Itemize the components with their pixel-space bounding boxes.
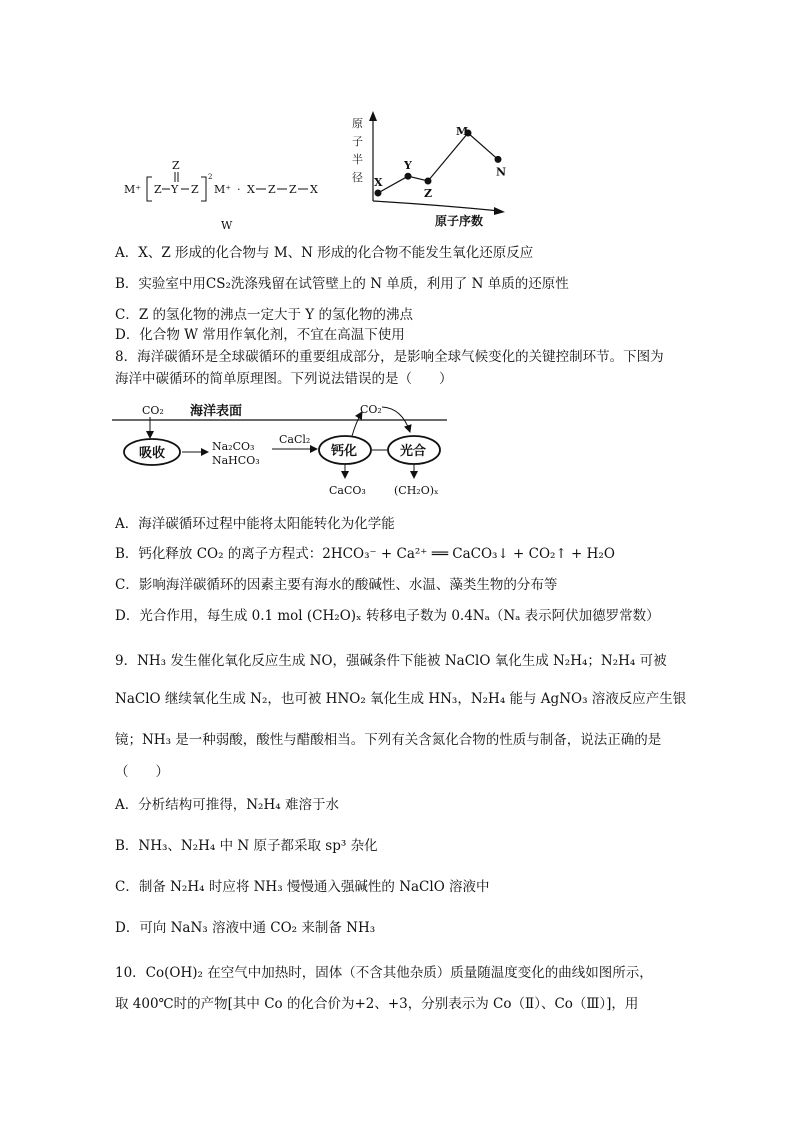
point-y <box>405 173 412 180</box>
point-label-z: Z <box>424 187 433 200</box>
ocean-carbon-cycle-diagram <box>112 398 452 503</box>
q9-option-d: D．可向 NaN₃ 溶液中通 CO₂ 来制备 NH₃ <box>115 920 376 936</box>
chain-x-left: X <box>247 183 255 196</box>
bracket-right <box>201 177 206 201</box>
q8-stem-line-2: 海洋中碳循环的简单原理图。下列说法错误的是（ ） <box>115 371 453 387</box>
q7-option-b: B．实验室中用CS₂洗涤残留在试管壁上的 N 单质，利用了 N 单质的还原性 <box>115 276 569 292</box>
calcify-co2-arrow <box>352 412 362 436</box>
q8-option-c: C．影响海洋碳循环的因素主要有海水的酸碱性、水温、藻类生物的分布等 <box>115 577 558 593</box>
photosynth-label: 光合 <box>400 444 427 459</box>
label-w: W <box>221 219 233 232</box>
q7-option-a: A．X、Z 形成的化合物与 M、N 形成的化合物不能发生氧化还原反应 <box>115 245 534 261</box>
caco3-label: CaCO₃ <box>329 484 366 497</box>
cacl2-label: CaCl₂ <box>279 433 311 446</box>
x-axis <box>373 201 500 211</box>
atom-z-left: Z <box>154 183 162 196</box>
atomic-radius-graph <box>340 105 520 230</box>
atom-z-top: Z <box>172 159 180 172</box>
radius-trend-line <box>378 133 498 193</box>
point-n <box>495 156 502 163</box>
q9-stem-line-1: 9．NH₃ 发生催化氧化反应生成 NO，强碱条件下能被 NaClO 氧化生成 N₂H₄；N₂H₄ 可被 <box>115 653 667 669</box>
nahco3-label: NaHCO₃ <box>212 454 260 467</box>
dot: · <box>237 183 241 196</box>
q9-option-a: A．分析结构可推得，N₂H₄ 难溶于水 <box>115 797 339 813</box>
atom-z-right: Z <box>191 183 199 196</box>
point-label-x: X <box>374 176 383 189</box>
q7-option-d: D．化合物 W 常用作氧化剂，不宜在高温下使用 <box>115 327 405 343</box>
bracket-left <box>147 177 152 201</box>
m-cation-right: M⁺ <box>214 183 232 196</box>
y-axis-arrow <box>369 111 377 121</box>
na2co3-label: Na₂CO₃ <box>212 440 255 453</box>
point-label-m: M <box>456 125 469 138</box>
q7-option-c: C．Z 的氢化物的沸点一定大于 Y 的氢化物的沸点 <box>115 307 413 323</box>
q9-option-c: C．制备 N₂H₄ 时应将 NH₃ 慢慢通入强碱性的 NaClO 溶液中 <box>115 879 490 895</box>
q10-stem-line-1: 10．Co(OH)₂ 在空气中加热时，固体（不含其他杂质）质量随温度变化的曲线如图所示， <box>115 965 653 981</box>
charge-sup: 2 <box>208 173 213 181</box>
ch2o-label: (CH₂O)ₓ <box>394 484 439 497</box>
q10-stem-line-2: 取 400℃时的产物[其中 Co 的化合价为+2、+3，分别表示为 Co（Ⅱ）、Co（Ⅲ）]，用 <box>115 996 639 1012</box>
q9-stem-line-2: NaClO 继续氧化生成 N₂，也可被 HNO₂ 氧化生成 HN₃，N₂H₄ 能与 AgNO₃ 溶液反应产生银 <box>115 691 687 707</box>
q8-option-a: A．海洋碳循环过程中能将太阳能转化为化学能 <box>115 516 395 532</box>
y-axis-label-char-4: 径 <box>352 171 363 184</box>
co2-left-label: CO₂ <box>142 404 164 417</box>
absorb-label: 吸收 <box>139 446 166 461</box>
chain-z2: Z <box>289 183 297 196</box>
point-z <box>425 178 432 185</box>
point-label-y: Y <box>404 159 412 173</box>
q9-option-b: B．NH₃、N₂H₄ 中 N 原子都采取 sp³ 杂化 <box>115 838 378 854</box>
y-axis-label-char-2: 子 <box>352 135 363 148</box>
x-axis-label: 原子序数 <box>435 214 484 228</box>
compound-w-formula <box>116 155 336 235</box>
q9-stem-line-3: 镜；NH₃ 是一种弱酸，酸性与醋酸相当。下列有关含氮化合物的性质与制备，说法正确的是 <box>115 732 662 748</box>
ocean-surface-label: 海洋表面 <box>190 404 243 419</box>
m-cation-left: M⁺ <box>124 183 142 196</box>
point-x <box>375 190 382 197</box>
q8-option-b: B．钙化释放 CO₂ 的离子方程式：2HCO₃⁻ + Ca²⁺ ══ CaCO₃↓ + CO₂↑ + H₂O <box>115 546 615 562</box>
chain-x-right: X <box>310 183 318 196</box>
co2-right-label: CO₂ <box>360 403 382 416</box>
point-label-n: N <box>496 165 507 179</box>
chain-z1: Z <box>268 183 276 196</box>
calcify-label: 钙化 <box>331 444 358 459</box>
q8-option-d: D．光合作用，每生成 0.1 mol (CH₂O)ₓ 转移电子数为 0.4Nₐ（Nₐ 表示阿伏加德罗常数） <box>115 608 660 624</box>
q9-stem-line-4: （ ） <box>115 764 169 780</box>
q8-stem-line-1: 8．海洋碳循环是全球碳循环的重要组成部分，是影响全球气候变化的关键控制环节。下图为 <box>115 349 664 365</box>
x-axis-arrow <box>494 207 505 215</box>
y-axis-label-char-3: 半 <box>352 153 363 166</box>
y-axis-label-char-1: 原 <box>352 117 363 130</box>
atom-y-center: Y <box>171 183 179 196</box>
